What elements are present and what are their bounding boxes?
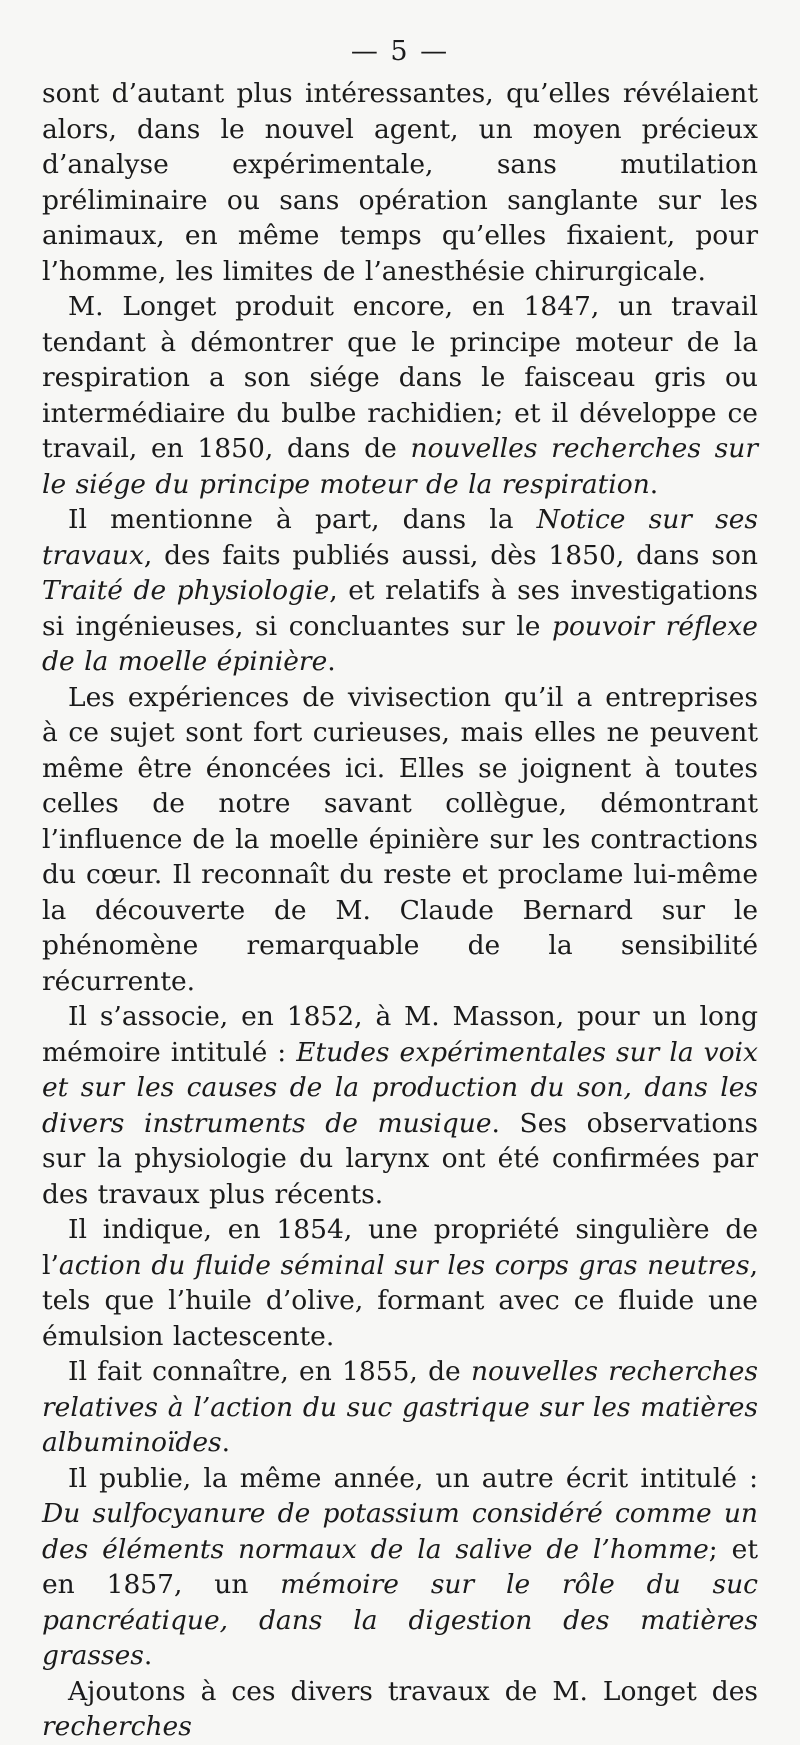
italic-text-run: Traité de physiologie xyxy=(42,575,330,606)
italic-text-run: action du fluide séminal sur les corps gras neutres xyxy=(58,1249,750,1281)
text-run: . xyxy=(649,468,659,500)
paragraph-p8 xyxy=(42,1461,758,1674)
text-run: . Ses observations sur la physiologie du larynx ont été confirmées par des travaux plus récents. xyxy=(42,1107,758,1210)
page-number: — 5 — xyxy=(350,36,450,67)
text-run: Il fait connaître, en 1855, de xyxy=(68,1356,471,1387)
paragraph-p1 xyxy=(42,76,758,289)
italic-text-run: nouvelles recherches sur le siége du principe moteur de la respiration xyxy=(42,433,758,500)
paragraph-p5 xyxy=(42,999,758,1212)
italic-text-run: mémoire sur le rôle du suc pancréatique, dans la digestion des matières grasses xyxy=(42,1569,758,1671)
text-run: . xyxy=(327,646,336,677)
text-run: . xyxy=(143,1640,153,1671)
paragraph-p7 xyxy=(42,1354,758,1461)
text-run: Il mentionne à part, dans la xyxy=(68,504,537,535)
text-run: , et relatifs à ses investigations si ingénieuses, si concluantes sur le xyxy=(42,575,758,642)
paragraph-p4 xyxy=(42,680,758,1000)
text-run: , des faits publiés aussi, dès 1850, dans son xyxy=(143,539,758,571)
text-run: . xyxy=(221,1427,231,1458)
italic-text-run: recherches xyxy=(42,1711,192,1742)
text-run: , tels que l’huile d’olive, formant avec ce fluide une émulsion lactescente. xyxy=(42,1249,758,1352)
italic-text-run: nouvelles recherches relatives à l’action du suc gastrique sur les matières albuminoïdes xyxy=(42,1356,758,1458)
text-run: Il s’associe, en 1852, à M. Masson, pour un long mémoire intitulé : xyxy=(42,1001,758,1068)
text-run: Ajoutons à ces divers travaux de M. Longet des xyxy=(68,1675,758,1707)
body-text xyxy=(42,76,758,1745)
paragraph-p9 xyxy=(42,1674,758,1745)
text-run: ; et en 1857, un xyxy=(42,1533,758,1600)
paragraph-p3 xyxy=(42,502,758,680)
text-run: Il publie, la même année, un autre écrit intitulé : xyxy=(68,1462,758,1494)
italic-text-run: Etudes expérimentales sur la voix et sur les causes de la production du son, dans les divers instruments de musique xyxy=(42,1036,758,1139)
text-run: Il indique, en 1854, une propriété singulière de l’ xyxy=(42,1214,758,1281)
italic-text-run: Notice sur ses travaux xyxy=(42,504,758,571)
text-run: M. Longet produit encore, en 1847, un travail tendant à démontrer que le principe moteur de la respiration a son siége dans le faisceau gris ou intermédiaire du bulbe rachidien; et il développe ce travail, en 1850, dans de xyxy=(42,291,758,464)
text-run: sont d’autant plus intéressantes, qu’elles révélaient alors, dans le nouvel agent, un moyen précieux d’analyse expérimentale, sans mutilation préliminaire ou sans opération sanglante sur les animaux, en même temps qu’elles fixaient, pour l’homme, les limites de l’anesthésie chirurgicale. xyxy=(42,78,758,287)
paragraph-p2 xyxy=(42,289,758,502)
italic-text-run: Du sulfocyanure de potassium considéré comme un des éléments normaux de la salive de l’homme xyxy=(42,1498,758,1565)
italic-text-run: pouvoir réflexe de la moelle épinière xyxy=(42,610,758,677)
paragraph-p6 xyxy=(42,1212,758,1354)
text-run: Les expériences de vivisection qu’il a entreprises à ce sujet sont fort curieuses, mais elles ne peuvent même être énoncées ici. Elles se joignent à toutes celles de notre savant collègue, démontrant l’influence de la moelle épinière sur les contractions du cœur. Il reconnaît du reste et proclame lui-même la découverte de M. Claude Bernard sur le phénomène remarquable de la sensibilité récurrente. xyxy=(42,681,758,997)
